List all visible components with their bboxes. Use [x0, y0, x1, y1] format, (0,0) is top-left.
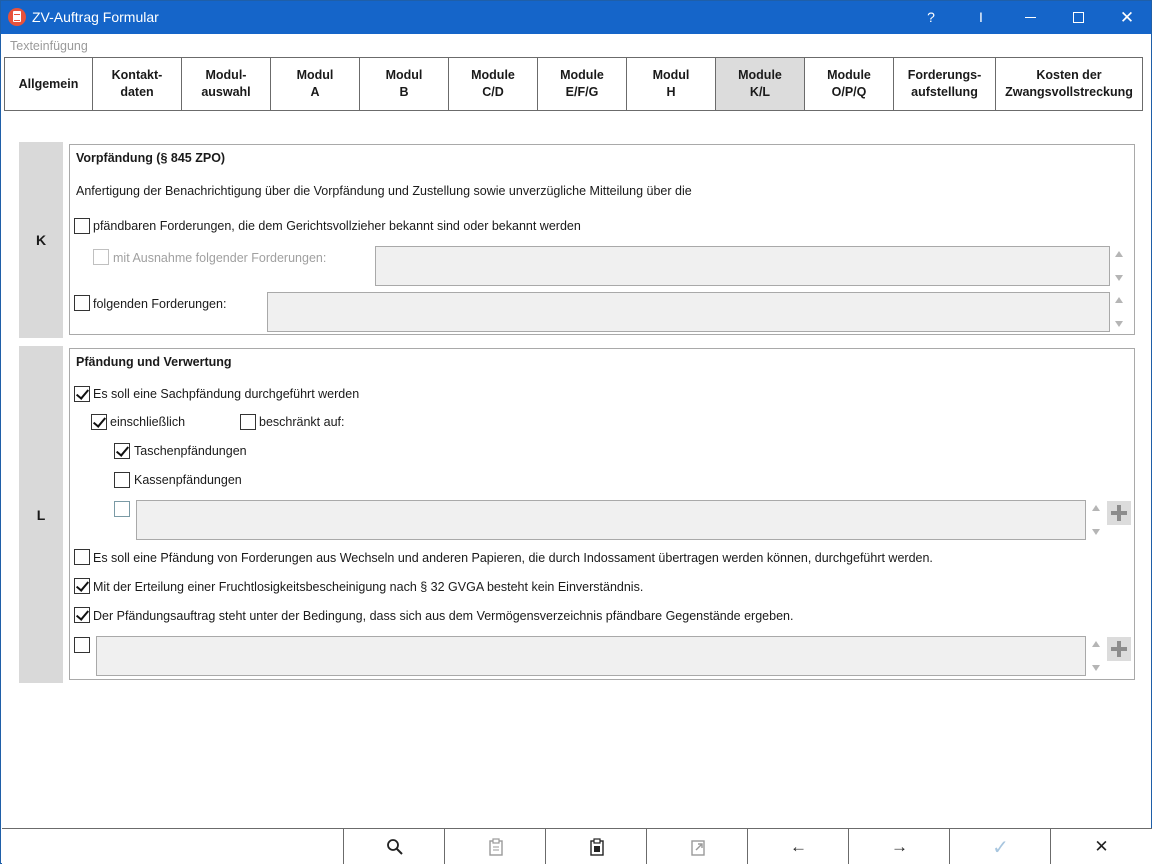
tab-module-opq[interactable]: Module O/P/Q	[804, 57, 894, 111]
close-icon: ✕	[1094, 837, 1109, 856]
label-folgende-forderungen: folgenden Forderungen:	[93, 297, 227, 311]
checkbox-eigene-pfaendung[interactable]	[114, 501, 130, 517]
add-pfaendung-button[interactable]	[1107, 501, 1131, 525]
ausnahme-textbox[interactable]	[375, 246, 1110, 286]
label-sachpfaendung: Es soll eine Sachpfändung durchgeführt werden	[93, 387, 360, 401]
label-fruchtlosigkeit: Mit der Erteilung einer Fruchtlosigkeitsbescheinigung nach § 32 GVGA besteht kein Einverständnis.	[93, 580, 644, 594]
clipboard-dark-icon	[589, 838, 605, 856]
tab-forderungsaufstellung[interactable]: Forderungs- aufstellung	[893, 57, 996, 111]
clipboard-button[interactable]	[545, 829, 647, 864]
tab-allgemein[interactable]: Allgemein	[4, 57, 93, 111]
scroll-up-icon	[1092, 641, 1100, 647]
scroll-down-icon	[1092, 665, 1100, 671]
checkbox-folgende-forderungen[interactable]	[74, 295, 90, 311]
back-button[interactable]	[747, 829, 849, 864]
forward-button[interactable]	[848, 829, 950, 864]
arrow-left-icon: ←	[790, 837, 807, 856]
checkbox-sachpfaendung[interactable]	[74, 386, 90, 402]
checkbox-pfaendbare-forderungen[interactable]	[74, 218, 90, 234]
magnifier-icon	[386, 838, 404, 856]
label-bedingung: Der Pfändungsauftrag steht unter der Bedingung, dass sich aus dem Vermögensverzeichnis pfändbare Gegenstände ergeben.	[93, 609, 794, 623]
ok-button[interactable]	[949, 829, 1051, 864]
eigene-pfaendung-textbox[interactable]	[136, 500, 1086, 540]
maximize-icon	[1073, 12, 1084, 23]
label-einschliesslich: einschließlich	[110, 415, 186, 429]
checkbox-wechsel[interactable]	[74, 549, 90, 565]
label-taschenpfaendungen: Taschenpfändungen	[134, 444, 247, 458]
checkbox-eigene-bedingung[interactable]	[74, 637, 90, 653]
close-window-button[interactable]	[1103, 1, 1151, 34]
maximize-button[interactable]	[1055, 1, 1103, 34]
tab-module-kl[interactable]: Module K/L	[715, 57, 805, 111]
section-l-label: L	[19, 346, 63, 683]
minimize-button[interactable]	[1007, 1, 1055, 34]
eigene-bedingung-scrollbar[interactable]	[1089, 636, 1103, 676]
scroll-up-icon	[1092, 505, 1100, 511]
tab-modul-h[interactable]: Modul H	[626, 57, 716, 111]
text-cursor-icon: I	[979, 9, 983, 25]
scroll-down-icon	[1115, 321, 1123, 327]
eigene-pfaendung-scrollbar[interactable]	[1089, 500, 1103, 540]
label-ausnahme: mit Ausnahme folgender Forderungen:	[113, 251, 327, 265]
check-icon: ✓	[992, 836, 1009, 859]
tab-modul-b[interactable]: Modul B	[359, 57, 449, 111]
section-l-group	[69, 348, 1135, 680]
tab-kontaktdaten[interactable]: Kontakt- daten	[92, 57, 182, 111]
bottom-toolbar	[2, 828, 1152, 864]
checkbox-beschraenkt[interactable]	[240, 414, 256, 430]
checkbox-ausnahme[interactable]	[93, 249, 109, 265]
close-icon: ✕	[1119, 8, 1135, 27]
clipboard-icon	[488, 838, 504, 856]
tab-modulauswahl[interactable]: Modul- auswahl	[181, 57, 271, 111]
title-bar	[1, 1, 1151, 34]
help-button[interactable]	[907, 1, 955, 34]
section-k-group	[69, 144, 1135, 335]
folgende-textbox[interactable]	[267, 292, 1110, 332]
tab-module-efg[interactable]: Module E/F/G	[537, 57, 627, 111]
eigene-bedingung-textbox[interactable]	[96, 636, 1086, 676]
scroll-up-icon	[1115, 251, 1123, 257]
folgende-scrollbar[interactable]	[1112, 292, 1126, 332]
tab-modul-a[interactable]: Modul A	[270, 57, 360, 111]
checkbox-bedingung[interactable]	[74, 607, 90, 623]
label-beschraenkt: beschränkt auf:	[259, 415, 345, 429]
section-k-title: Vorpfändung (§ 845 ZPO)	[76, 151, 226, 165]
add-bedingung-button[interactable]	[1107, 637, 1131, 661]
arrow-right-icon: →	[891, 837, 908, 856]
section-l-title: Pfändung und Verwertung	[76, 355, 232, 369]
scroll-down-icon	[1115, 275, 1123, 281]
help-icon: ?	[927, 9, 935, 25]
window-title: ZV-Auftrag Formular	[32, 9, 159, 25]
menu-bar	[2, 35, 1150, 56]
checkbox-kassenpfaendungen[interactable]	[114, 472, 130, 488]
text-cursor-button[interactable]	[957, 1, 1005, 34]
section-k-label: K	[19, 142, 63, 338]
scroll-down-icon	[1092, 529, 1100, 535]
minimize-icon	[1025, 17, 1036, 18]
cancel-button[interactable]	[1050, 829, 1152, 864]
app-icon	[8, 8, 26, 26]
checkbox-taschenpfaendungen[interactable]	[114, 443, 130, 459]
paste-button[interactable]	[444, 829, 546, 864]
search-button[interactable]	[343, 829, 445, 864]
tab-module-cd[interactable]: Module C/D	[448, 57, 538, 111]
section-k-intro: Anfertigung der Benachrichtigung über die Vorpfändung und Zustellung sowie unverzügliche Mitteilung über die	[76, 184, 692, 198]
checkbox-einschliesslich[interactable]	[91, 414, 107, 430]
checkbox-fruchtlosigkeit[interactable]	[74, 578, 90, 594]
label-kassenpfaendungen: Kassenpfändungen	[134, 473, 242, 487]
label-pfaendbare-forderungen: pfändbaren Forderungen, die dem Gerichtsvollzieher bekannt sind oder bekannt werden	[93, 219, 581, 233]
scroll-up-icon	[1115, 297, 1123, 303]
tab-kosten-zwangsvollstreckung[interactable]: Kosten der Zwangsvollstreckung	[995, 57, 1143, 111]
export-icon	[690, 838, 706, 856]
menu-texteinfuegung[interactable]: Texteinfügung	[10, 39, 88, 53]
label-wechsel: Es soll eine Pfändung von Forderungen aus Wechseln und anderen Papieren, die durch Indossament übertragen werden können, durchgeführt werden.	[93, 551, 933, 565]
ausnahme-scrollbar[interactable]	[1112, 246, 1126, 286]
tab-strip	[4, 57, 1142, 111]
export-button[interactable]	[646, 829, 748, 864]
